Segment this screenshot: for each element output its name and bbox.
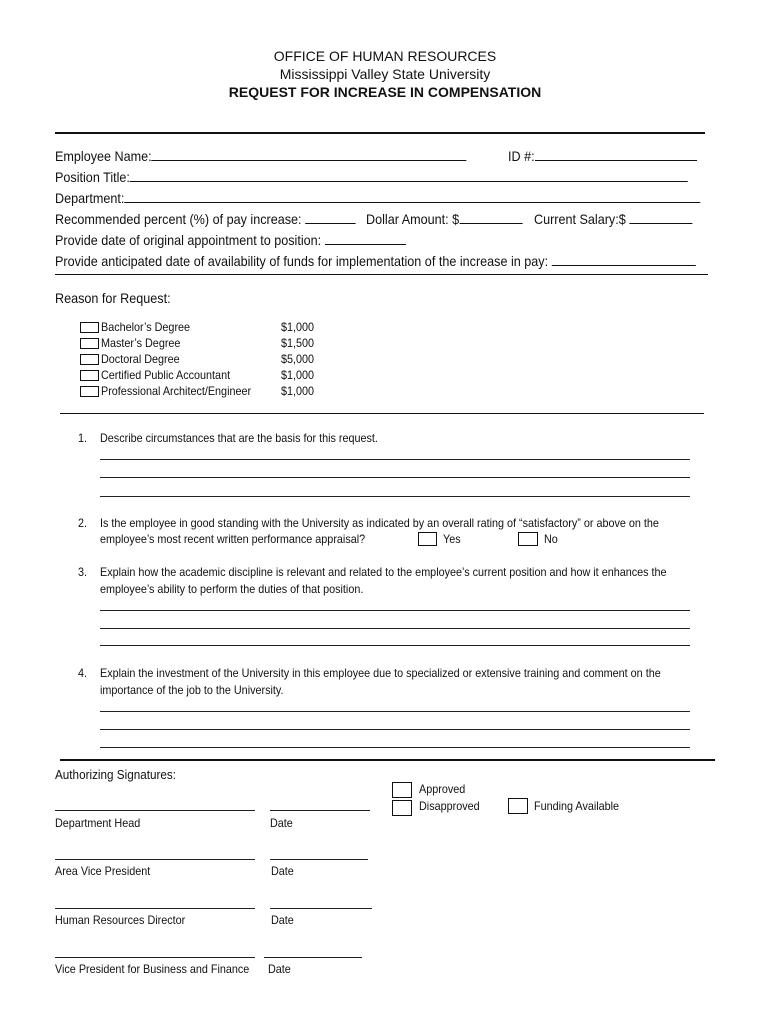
employee-name-label: Employee Name:	[55, 148, 152, 164]
reason-divider	[60, 413, 704, 414]
question-3-text: Explain how the academic discipline is relevant and related to the employee’s current position and how it enhances the	[100, 565, 667, 579]
dollar-row	[366, 211, 522, 227]
option-amount: $1,000	[281, 384, 315, 398]
option-checkbox[interactable]	[80, 386, 99, 397]
date-line[interactable]	[270, 859, 368, 860]
funds-row	[55, 253, 696, 269]
funds-label: Provide anticipated date of availability of funds for implementation of the increase in pay:	[55, 253, 549, 269]
question-2-number: 2.	[78, 516, 88, 530]
option-amount: $5,000	[281, 352, 315, 366]
appointment-label: Provide date of original appointment to position:	[55, 232, 322, 248]
date-label: Date	[271, 913, 294, 927]
question-4-text: Explain the investment of the University in this employee due to specialized or extensive training and comment on the	[100, 666, 661, 680]
no-checkbox[interactable]	[518, 532, 538, 546]
option-label: Professional Architect/Engineer	[101, 384, 252, 398]
appointment-field[interactable]	[325, 233, 406, 245]
reason-heading: Reason for Request:	[55, 290, 171, 306]
position-title-field[interactable]	[130, 170, 688, 182]
salary-field[interactable]	[629, 212, 692, 224]
option-label: Certified Public Accountant	[101, 368, 231, 382]
salary-row	[534, 211, 692, 227]
yes-checkbox[interactable]	[418, 532, 437, 546]
date-line[interactable]	[270, 810, 370, 811]
id-field[interactable]	[535, 149, 697, 161]
employee-name-row	[55, 148, 467, 164]
question-4-number: 4.	[78, 666, 88, 680]
percent-label: Recommended percent (%) of pay increase:	[55, 211, 302, 227]
signatures-divider	[60, 759, 715, 761]
answer-line[interactable]	[100, 477, 690, 478]
option-amount: $1,000	[281, 320, 315, 334]
signatures-heading: Authorizing Signatures:	[55, 767, 176, 782]
answer-line[interactable]	[100, 729, 690, 730]
option-checkbox[interactable]	[80, 338, 99, 349]
option-checkbox[interactable]	[80, 322, 99, 333]
signature-line[interactable]	[55, 859, 255, 860]
dollar-field[interactable]	[459, 212, 522, 224]
answer-line[interactable]	[100, 628, 690, 629]
option-amount: $1,000	[281, 368, 315, 382]
option-label: Doctoral Degree	[101, 352, 180, 366]
option-checkbox[interactable]	[80, 354, 99, 365]
percent-row	[55, 211, 355, 227]
employee-divider	[55, 274, 708, 275]
question-1-text: Describe circumstances that are the basis for this request.	[100, 431, 378, 445]
question-1-number: 1.	[78, 431, 88, 445]
yes-label: Yes	[443, 532, 461, 546]
department-label: Department:	[55, 190, 125, 206]
date-line[interactable]	[270, 908, 372, 909]
signature-line[interactable]	[55, 810, 255, 811]
answer-line[interactable]	[100, 747, 690, 748]
option-checkbox[interactable]	[80, 370, 99, 381]
signer-title: Area Vice President	[55, 864, 151, 878]
date-line[interactable]	[264, 957, 362, 958]
disapproved-checkbox[interactable]	[392, 800, 412, 816]
signer-title: Department Head	[55, 816, 141, 830]
header-divider	[55, 132, 705, 134]
position-title-label: Position Title:	[55, 169, 130, 185]
date-label: Date	[268, 962, 291, 976]
employee-name-field[interactable]	[152, 149, 467, 161]
question-3-number: 3.	[78, 565, 88, 579]
disapproved-label: Disapproved	[419, 799, 480, 813]
funding-available-label: Funding Available	[534, 799, 620, 813]
question-2-text: Is the employee in good standing with the University as indicated by an overall rating of “satisfactory” or above on the	[100, 516, 659, 530]
question-2-text-cont: employee’s most recent written performance appraisal?	[100, 532, 366, 546]
signer-title: Human Resources Director	[55, 913, 186, 927]
option-label: Master’s Degree	[101, 336, 181, 350]
answer-line[interactable]	[100, 711, 690, 712]
date-label: Date	[271, 864, 294, 878]
id-row	[508, 148, 697, 164]
signature-line[interactable]	[55, 908, 255, 909]
position-title-row	[55, 169, 688, 185]
answer-line[interactable]	[100, 645, 690, 646]
university-name: Mississippi Valley State University	[279, 66, 491, 82]
percent-field[interactable]	[305, 212, 355, 224]
office-heading: OFFICE OF HUMAN RESOURCES	[273, 48, 497, 64]
approved-checkbox[interactable]	[392, 782, 412, 798]
answer-line[interactable]	[100, 496, 690, 497]
id-label: ID #:	[508, 148, 535, 164]
dollar-label: Dollar Amount: $	[366, 211, 460, 227]
option-label: Bachelor’s Degree	[101, 320, 191, 334]
appointment-row	[55, 232, 406, 248]
funds-field[interactable]	[552, 254, 696, 266]
funding-available-checkbox[interactable]	[508, 798, 528, 814]
date-label: Date	[270, 816, 293, 830]
approved-label: Approved	[419, 782, 466, 796]
option-amount: $1,500	[281, 336, 315, 350]
department-field[interactable]	[124, 191, 700, 203]
answer-line[interactable]	[100, 459, 690, 460]
signature-line[interactable]	[55, 957, 255, 958]
form-title: REQUEST FOR INCREASE IN COMPENSATION	[228, 84, 542, 100]
question-3-text-cont: employee’s ability to perform the duties of that position.	[100, 582, 364, 596]
salary-label: Current Salary:$	[534, 211, 626, 227]
department-row	[55, 190, 700, 206]
question-4-text-cont: importance of the job to the University.	[100, 683, 284, 697]
no-label: No	[544, 532, 558, 546]
signer-title: Vice President for Business and Finance	[55, 962, 250, 976]
answer-line[interactable]	[100, 610, 690, 611]
